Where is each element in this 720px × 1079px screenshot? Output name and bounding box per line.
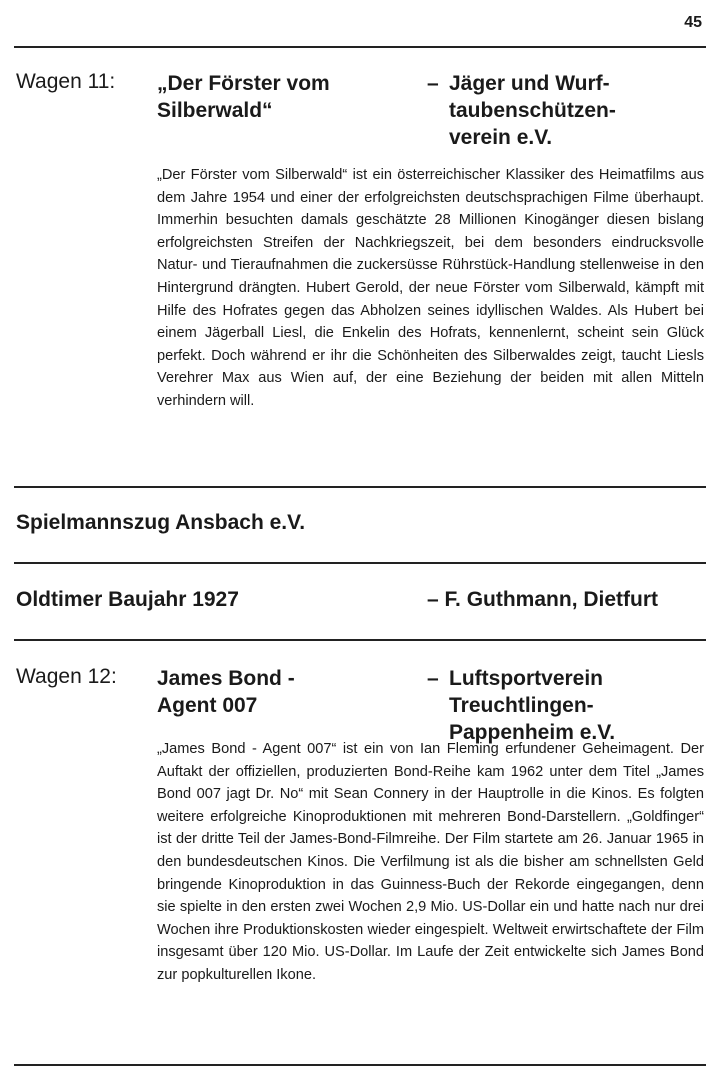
wagon-label-11: Wagen 11: [16, 70, 116, 93]
entry-sponsor-guthmann [427, 588, 658, 612]
sponsor-line: taubenschützen- [449, 99, 616, 122]
entry-title-line: Agent 007 [157, 694, 258, 717]
entry-title-oldtimer: Oldtimer Baujahr 1927 [16, 588, 239, 611]
divider-top [14, 46, 706, 48]
entry-description-foerster: „Der Förster vom Silberwald“ ist ein österreichischer Klassiker des Heimatfilms aus dem Jahre 1954 und einer der erfolgreichsten deutschsprachigen Filme überhaupt. Immerhin besuchten damals geschätzte 28 Millionen Kinogänger diesen bislang erfolgreichsten Streifen der Nachkriegszeit, bei dem besonders eindrucksvolle Natur- und Tieraufnahmen die zuckersüsse Rührstück-Handlung stellenweise in den Hintergrund drängten. Hubert Gerold, der neue Förster vom Silberwald, kämpft mit Hilfe des Hofrates gegen das Abholzen seines idyllischen Waldes. Als Hubert bei einem Jägerball Liesl, die Enkelin des Hofrats, kennenlernt, scheint sein Glück perfekt. Doch während er ihr die Schönheiten des Silberwaldes zeigt, taucht Liesls Verehrer Max aus Wien auf, der eine Beziehung der beiden mit allen Mitteln verhindern will. [157, 167, 704, 409]
entry-title-spielmannszug: Spielmannszug Ansbach e.V. [16, 511, 306, 534]
wagon-label-12: Wagen 12: [16, 665, 117, 688]
sponsor-dash: – [427, 72, 439, 95]
sponsor-line: verein e.V. [449, 126, 553, 149]
entry-sponsor-jaeger [427, 70, 707, 151]
entry-description-james-bond: „James Bond - Agent 007“ ist ein von Ian Fleming erfundener Geheimagent. Der Auftakt der offiziellen, produzierten Bond-Reihe kam 1962 unter dem Titel „James Bond 007 jagt Dr. No“ mit Sean Connery in der Hauptrolle in die Kinos. Es folgten weitere erfolgreiche Kinoproduktionen mit mehreren Bond-Darstellern. „Goldfinger“ ist der dritte Teil der James-Bond-Filmreihe. Der Film startete am 26. Januar 1965 in den bundesdeutschen Kinos. Die Verfilmung ist als die bisher am schnellsten Geld bringende Kinoproduktion in das Guinness-Buch der Rekorde eingegangen, denn sie spielte in den ersten zwei Wochen 2,9 Mio. US-Dollar ein und hatte nach nur drei Wochen ihre Produktionskosten wieder eingespielt. Weltweit erwirtschaftete der Film insgesamt über 120 Mio. US-Dollar. Im Laufe der Zeit entwickelte sich James Bond zur popkulturellen Ikone. [157, 741, 704, 983]
divider [14, 562, 706, 564]
sponsor-dash: – [427, 667, 439, 690]
divider [14, 639, 706, 641]
sponsor-dash: – [427, 588, 439, 611]
page-number: 45 [684, 14, 702, 31]
sponsor-line: Pappenheim e.V. [449, 721, 616, 744]
entry-title-line: James Bond - [157, 667, 295, 690]
entry-sponsor-luftsport [427, 665, 707, 746]
entry-title-james-bond [157, 665, 407, 719]
entry-title-foerster [157, 70, 407, 124]
entry-title-line: „Der Förster vom [157, 72, 330, 95]
sponsor-line: Luftsportverein [449, 667, 604, 690]
divider-bottom [14, 1064, 706, 1066]
sponsor-line: Treuchtlingen- [449, 694, 594, 717]
divider [14, 486, 706, 488]
sponsor-line: Jäger und Wurf- [449, 72, 610, 95]
sponsor-line: F. Guthmann, Dietfurt [444, 588, 659, 611]
entry-title-line: Silberwald“ [157, 99, 273, 122]
